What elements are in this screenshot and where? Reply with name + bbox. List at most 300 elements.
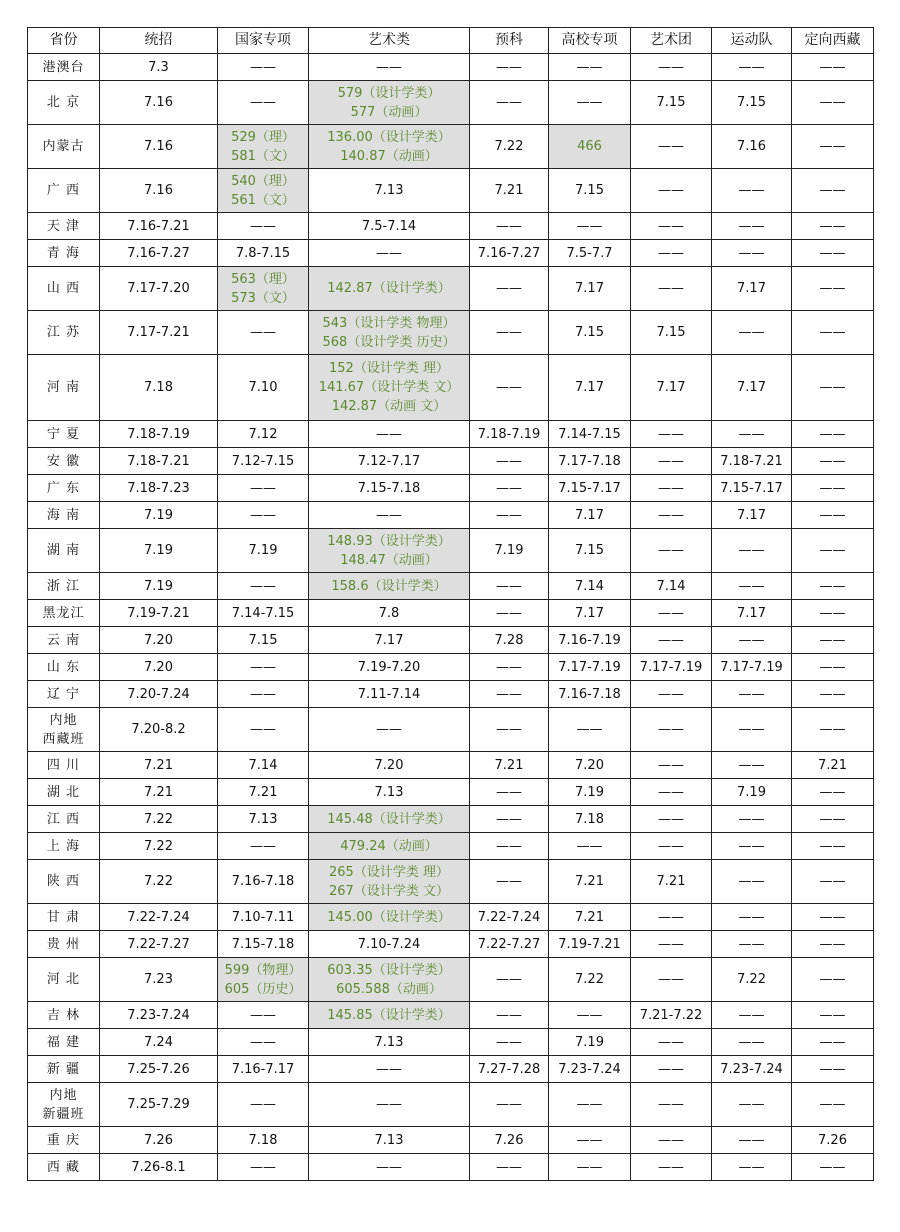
admission-schedule-sheet (27, 27, 874, 1181)
cell-text: —— (376, 59, 402, 75)
cell-text: 7.17 (575, 281, 604, 296)
cell-tibet-directed (792, 169, 874, 213)
cell-general-admission (100, 213, 218, 240)
cell-preparatory (470, 1154, 549, 1181)
cell-text: 7.21 (494, 183, 524, 198)
cell-text: 7.26-8.1 (131, 1159, 186, 1175)
cell-text: 145.48（设计学类） (327, 811, 451, 827)
cell-text: —— (819, 218, 846, 234)
cell-national-special (218, 573, 309, 600)
cell-arts (309, 213, 470, 240)
cell-text: 湖 南 (46, 543, 81, 558)
cell-province (28, 355, 100, 421)
cell-text: 7.19 (144, 578, 173, 594)
cell-national-special (218, 779, 309, 806)
cell-art-troupe (631, 833, 712, 860)
cell-text: —— (819, 543, 846, 558)
cell-national-special (218, 1127, 309, 1154)
cell-text: 148.93（设计学类） (327, 533, 451, 549)
table-row (28, 904, 874, 931)
cell-preparatory (470, 267, 549, 311)
cell-text: —— (658, 1159, 684, 1175)
cell-art-troupe (631, 806, 712, 833)
cell-text: 吉 林 (46, 1007, 81, 1023)
cell-text: —— (376, 426, 402, 442)
cell-general-admission (100, 573, 218, 600)
cell-arts (309, 355, 470, 421)
cell-text: 海 南 (46, 507, 81, 523)
cell-text: —— (576, 838, 603, 854)
cell-text: 7.10-7.24 (357, 936, 421, 952)
table-row (28, 54, 874, 81)
cell-text: 7.13 (374, 1132, 404, 1148)
cell-text: —— (576, 1159, 603, 1175)
cell-text: —— (738, 757, 765, 773)
cell-text: 7.13 (374, 1034, 404, 1050)
cell-province (28, 1127, 100, 1154)
cell-text: 145.85（设计学类） (327, 1007, 451, 1023)
cell-arts (309, 958, 470, 1002)
cell-text: 7.17 (575, 380, 604, 395)
cell-sports-team (712, 267, 792, 311)
cell-text: —— (376, 1097, 402, 1112)
cell-text: 7.11-7.14 (357, 686, 421, 702)
cell-text: 广 东 (46, 480, 81, 496)
cell-text: —— (496, 578, 522, 594)
cell-tibet-directed (792, 81, 874, 125)
cell-general-admission (100, 1002, 218, 1029)
cell-national-special (218, 529, 309, 573)
cell-text: —— (496, 605, 522, 621)
cell-national-special (218, 600, 309, 627)
cell-text: 7.16-7.17 (231, 1061, 295, 1077)
cell-text: 7.18 (248, 1132, 278, 1148)
table-row (28, 806, 874, 833)
cell-text: 7.23-7.24 (127, 1007, 190, 1023)
cell-sports-team (712, 475, 792, 502)
cell-province (28, 654, 100, 681)
cell-art-troupe (631, 169, 712, 213)
cell-general-admission (100, 1154, 218, 1181)
cell-general-admission (100, 654, 218, 681)
cell-text: 7.22 (737, 972, 766, 987)
cell-text: —— (819, 245, 846, 261)
table-row (28, 311, 874, 355)
cell-text: —— (576, 1007, 603, 1023)
cell-general-admission (100, 267, 218, 311)
cell-national-special (218, 213, 309, 240)
cell-text: —— (738, 686, 765, 702)
cell-text: —— (250, 659, 276, 675)
cell-text: 7.16-7.21 (127, 218, 190, 234)
cell-university-special (549, 1056, 631, 1083)
table-row (28, 125, 874, 169)
cell-tibet-directed (792, 267, 874, 311)
cell-preparatory (470, 529, 549, 573)
cell-text: 7.15 (656, 325, 686, 340)
cell-arts (309, 931, 470, 958)
cell-preparatory (470, 169, 549, 213)
cell-general-admission (100, 54, 218, 81)
cell-text: 7.16-7.18 (231, 874, 295, 889)
cell-arts (309, 681, 470, 708)
cell-text: 573（文） (231, 290, 295, 306)
cell-province (28, 958, 100, 1002)
table-row (28, 931, 874, 958)
cell-general-admission (100, 355, 218, 421)
cell-tibet-directed (792, 502, 874, 529)
cell-text: 568（设计学类 历史） (322, 334, 456, 350)
cell-text: —— (819, 1061, 846, 1077)
cell-text: 7.19 (575, 784, 604, 800)
cell-tibet-directed (792, 904, 874, 931)
cell-text: —— (496, 784, 522, 800)
cell-text: 7.16-7.19 (558, 632, 621, 648)
cell-tibet-directed (792, 833, 874, 860)
cell-arts (309, 708, 470, 752)
cell-art-troupe (631, 355, 712, 421)
cell-text: —— (658, 757, 684, 773)
cell-art-troupe (631, 654, 712, 681)
cell-national-special (218, 904, 309, 931)
cell-art-troupe (631, 1002, 712, 1029)
cell-text: —— (738, 811, 765, 827)
cell-arts (309, 1154, 470, 1181)
cell-sports-team (712, 654, 792, 681)
cell-text: —— (819, 722, 846, 737)
cell-arts (309, 81, 470, 125)
header-tibet-directed: 定向西藏 (792, 28, 874, 54)
cell-text: —— (658, 909, 684, 925)
cell-text: —— (658, 811, 684, 827)
cell-text: 529（理） (231, 129, 295, 145)
cell-preparatory (470, 681, 549, 708)
cell-university-special (549, 1127, 631, 1154)
cell-text: 7.17-7.19 (639, 659, 703, 675)
header-province: 省份 (28, 28, 100, 54)
cell-text: —— (738, 59, 765, 75)
admission-schedule-table (27, 27, 874, 1181)
cell-text: 7.21 (494, 757, 524, 773)
cell-text: 543（设计学类 物理） (322, 315, 456, 331)
cell-text: —— (819, 183, 846, 198)
cell-text: —— (819, 578, 846, 594)
cell-text: —— (496, 1007, 522, 1023)
cell-art-troupe (631, 1029, 712, 1056)
cell-text: 7.23 (144, 972, 173, 987)
cell-tibet-directed (792, 475, 874, 502)
cell-text: —— (738, 426, 765, 442)
cell-text: 7.21 (656, 874, 686, 889)
cell-text: 7.15 (575, 325, 604, 340)
cell-text: 内蒙古 (42, 139, 85, 154)
cell-text: —— (496, 811, 522, 827)
table-row (28, 860, 874, 904)
cell-text: —— (250, 218, 276, 234)
cell-art-troupe (631, 600, 712, 627)
cell-tibet-directed (792, 752, 874, 779)
cell-preparatory (470, 1029, 549, 1056)
cell-text: —— (496, 838, 522, 854)
cell-national-special (218, 654, 309, 681)
cell-text: 辽 宁 (46, 686, 81, 702)
cell-text: —— (658, 936, 684, 952)
cell-text: —— (738, 874, 765, 889)
table-row (28, 502, 874, 529)
cell-tibet-directed (792, 311, 874, 355)
cell-text: 西藏班 (42, 731, 85, 747)
cell-province (28, 708, 100, 752)
cell-sports-team (712, 573, 792, 600)
cell-university-special (549, 958, 631, 1002)
cell-text: 579（设计学类） (337, 85, 441, 101)
cell-preparatory (470, 502, 549, 529)
cell-art-troupe (631, 240, 712, 267)
cell-text: 7.15 (737, 95, 766, 110)
cell-tibet-directed (792, 1083, 874, 1127)
cell-general-admission (100, 529, 218, 573)
cell-text: 7.15 (575, 543, 604, 558)
cell-text: —— (496, 1159, 522, 1175)
cell-sports-team (712, 213, 792, 240)
cell-text: 福 建 (46, 1034, 81, 1050)
cell-text: 7.18-7.23 (127, 480, 190, 496)
cell-text: 7.20 (575, 757, 604, 773)
cell-text: 7.5-7.14 (361, 218, 417, 234)
cell-preparatory (470, 654, 549, 681)
cell-university-special (549, 860, 631, 904)
cell-province (28, 311, 100, 355)
cell-general-admission (100, 311, 218, 355)
cell-text: —— (738, 1034, 765, 1050)
cell-art-troupe (631, 125, 712, 169)
cell-text: —— (819, 95, 846, 110)
cell-art-troupe (631, 904, 712, 931)
cell-text: 7.10-7.11 (231, 909, 295, 925)
cell-preparatory (470, 355, 549, 421)
cell-arts (309, 752, 470, 779)
cell-text: —— (658, 972, 684, 987)
cell-text: 7.16 (144, 183, 173, 198)
cell-text: —— (819, 139, 846, 154)
cell-art-troupe (631, 860, 712, 904)
table-row (28, 600, 874, 627)
cell-text: —— (496, 95, 522, 110)
cell-province (28, 600, 100, 627)
cell-text: 7.12 (248, 426, 278, 442)
cell-text: —— (819, 426, 846, 442)
cell-text: —— (819, 281, 846, 296)
cell-text: —— (250, 1159, 276, 1175)
cell-text: 7.22 (144, 838, 173, 854)
cell-art-troupe (631, 1083, 712, 1127)
cell-province (28, 1056, 100, 1083)
header-row (28, 28, 874, 54)
cell-university-special (549, 779, 631, 806)
cell-university-special (549, 904, 631, 931)
cell-text: 7.16-7.27 (477, 245, 541, 261)
cell-text: —— (250, 1097, 276, 1112)
cell-general-admission (100, 1056, 218, 1083)
cell-text: —— (819, 380, 846, 395)
cell-text: 7.16 (737, 139, 766, 154)
cell-university-special (549, 600, 631, 627)
cell-text: —— (819, 874, 846, 889)
cell-general-admission (100, 779, 218, 806)
cell-text: 7.19 (575, 1034, 604, 1050)
cell-text: —— (819, 686, 846, 702)
cell-text: —— (819, 325, 846, 340)
cell-text: 7.15-7.18 (231, 936, 295, 952)
cell-text: —— (658, 543, 684, 558)
cell-preparatory (470, 931, 549, 958)
header-national-special: 国家专项 (218, 28, 309, 54)
cell-text: 7.12-7.15 (231, 453, 295, 469)
cell-sports-team (712, 752, 792, 779)
cell-text: 145.00（设计学类） (327, 909, 451, 925)
cell-general-admission (100, 958, 218, 1002)
cell-general-admission (100, 627, 218, 654)
cell-text: 7.13 (248, 811, 278, 827)
cell-province (28, 475, 100, 502)
cell-text: —— (819, 936, 846, 952)
cell-text: 新 疆 (46, 1061, 81, 1077)
cell-tibet-directed (792, 806, 874, 833)
cell-text: —— (658, 281, 684, 296)
cell-text: —— (819, 605, 846, 621)
cell-national-special (218, 708, 309, 752)
cell-university-special (549, 931, 631, 958)
cell-art-troupe (631, 448, 712, 475)
cell-tibet-directed (792, 1154, 874, 1181)
cell-text: 7.21 (144, 784, 173, 800)
cell-text: 7.16 (144, 95, 173, 110)
cell-sports-team (712, 421, 792, 448)
cell-tibet-directed (792, 654, 874, 681)
cell-text: 7.10 (248, 380, 278, 395)
cell-general-admission (100, 448, 218, 475)
cell-art-troupe (631, 958, 712, 1002)
cell-general-admission (100, 81, 218, 125)
cell-general-admission (100, 421, 218, 448)
cell-text: —— (819, 480, 846, 496)
cell-text: —— (738, 1132, 765, 1148)
cell-text: —— (496, 722, 522, 737)
cell-general-admission (100, 860, 218, 904)
cell-text: —— (819, 1034, 846, 1050)
cell-arts (309, 1083, 470, 1127)
cell-text: 7.20 (374, 757, 404, 773)
cell-sports-team (712, 904, 792, 931)
cell-sports-team (712, 502, 792, 529)
cell-text: 7.16-7.27 (127, 245, 190, 261)
cell-text: —— (658, 784, 684, 800)
cell-general-admission (100, 681, 218, 708)
cell-art-troupe (631, 311, 712, 355)
cell-national-special (218, 421, 309, 448)
cell-province (28, 240, 100, 267)
cell-text: 7.26 (144, 1132, 173, 1148)
cell-national-special (218, 240, 309, 267)
cell-province (28, 833, 100, 860)
cell-text: 7.22-7.27 (477, 936, 541, 952)
cell-preparatory (470, 600, 549, 627)
cell-text: —— (738, 632, 765, 648)
cell-sports-team (712, 779, 792, 806)
cell-text: 7.17 (374, 632, 404, 648)
cell-text: 甘 肃 (46, 909, 81, 925)
cell-text: —— (496, 380, 522, 395)
cell-text: 河 北 (46, 972, 81, 987)
cell-text: 7.20 (144, 632, 173, 648)
cell-art-troupe (631, 681, 712, 708)
cell-text: 7.21 (248, 784, 278, 800)
table-row (28, 529, 874, 573)
cell-text: 7.18 (144, 380, 173, 395)
cell-text: —— (738, 218, 765, 234)
cell-text: 北 京 (46, 95, 81, 110)
cell-text: —— (250, 686, 276, 702)
cell-sports-team (712, 1127, 792, 1154)
cell-text: 140.87（动画） (340, 148, 438, 164)
cell-preparatory (470, 421, 549, 448)
table-row (28, 169, 874, 213)
cell-national-special (218, 81, 309, 125)
cell-preparatory (470, 213, 549, 240)
cell-text: —— (250, 1007, 276, 1023)
cell-text: 河 南 (46, 380, 81, 395)
cell-text: —— (658, 183, 684, 198)
cell-text: 581（文） (231, 148, 295, 164)
cell-text: 7.18-7.19 (127, 426, 190, 442)
cell-arts (309, 240, 470, 267)
cell-text: 148.47（动画） (340, 552, 438, 568)
cell-tibet-directed (792, 860, 874, 904)
cell-sports-team (712, 833, 792, 860)
cell-text: 7.15-7.17 (558, 480, 621, 496)
cell-text: —— (250, 578, 276, 594)
cell-text: 西 藏 (46, 1159, 81, 1175)
cell-text: —— (658, 1132, 684, 1148)
cell-text: 7.16 (144, 139, 173, 154)
cell-arts (309, 448, 470, 475)
cell-sports-team (712, 1029, 792, 1056)
cell-general-admission (100, 833, 218, 860)
cell-text: —— (819, 1159, 846, 1175)
cell-text: 7.19 (144, 507, 173, 523)
cell-text: 605.588（动画） (336, 981, 442, 997)
cell-text: —— (658, 722, 684, 737)
cell-sports-team (712, 1056, 792, 1083)
table-row (28, 448, 874, 475)
cell-text: 7.26 (494, 1132, 524, 1148)
cell-national-special (218, 931, 309, 958)
cell-sports-team (712, 448, 792, 475)
cell-text: 7.16-7.18 (558, 686, 621, 702)
cell-text: —— (496, 1034, 522, 1050)
cell-general-admission (100, 1083, 218, 1127)
cell-text: 7.26 (818, 1132, 847, 1148)
cell-text: —— (658, 605, 684, 621)
table-row (28, 267, 874, 311)
cell-text: 7.17-7.19 (720, 659, 783, 675)
cell-text: 563（理） (231, 271, 295, 287)
cell-preparatory (470, 752, 549, 779)
cell-general-admission (100, 1127, 218, 1154)
table-row (28, 1056, 874, 1083)
cell-province (28, 1029, 100, 1056)
cell-sports-team (712, 860, 792, 904)
